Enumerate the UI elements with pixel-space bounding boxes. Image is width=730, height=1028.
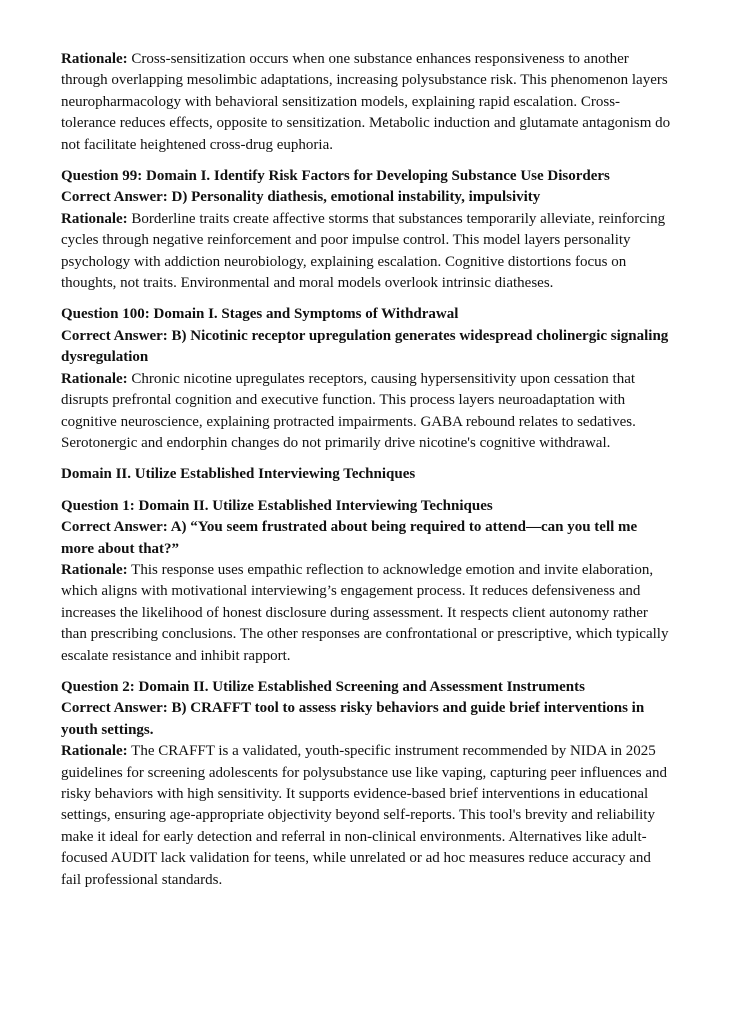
question-block-d2-2 xyxy=(61,677,671,891)
rationale-paragraph xyxy=(61,560,671,667)
question-heading: Question 1: Domain II. Utilize Established Interviewing Techniques xyxy=(61,497,493,514)
rationale-label: Rationale: xyxy=(61,370,128,387)
question-heading: Question 99: Domain I. Identify Risk Factors for Developing Substance Use Disorders xyxy=(61,168,610,185)
question-block-99 xyxy=(61,166,671,294)
question-heading: Question 100: Domain I. Stages and Symptoms of Withdrawal xyxy=(61,306,459,323)
rationale-paragraph xyxy=(61,369,671,455)
rationale-paragraph xyxy=(61,741,671,891)
correct-answer: Correct Answer: D) Personality diathesis, emotional instability, impulsivity xyxy=(61,189,541,206)
correct-answer: Correct Answer: B) Nicotinic receptor upregulation generates widespread cholinergic signaling dysregulation xyxy=(61,327,669,366)
question-block-d2-1 xyxy=(61,496,671,667)
rationale-text: This response uses empathic reflection to acknowledge emotion and invite elaboration, which aligns with motivational interviewing’s engagement process. It reduces defensiveness and increases the likelihood of honest disclosure during assessment. It respects client autonomy rather than prescribing conclusions. The other responses are confrontational or prescriptive, which typically escalate resistance and inhibit rapport. xyxy=(61,561,669,664)
rationale-label: Rationale: xyxy=(61,561,128,578)
rationale-text: Borderline traits create affective storms that substances temporarily alleviate, reinforcing cycles through negative reinforcement and poor impulse control. This model layers personality psychology with addiction neurobiology, explaining escalation. Cognitive distortions focus on thoughts, not traits. Environmental and moral models overlook intrinsic diatheses. xyxy=(61,210,666,292)
rationale-text: Chronic nicotine upregulates receptors, causing hypersensitivity upon cessation that disrupts prefrontal cognition and executive function. This process layers neuroadaptation with cognitive neuroscience, explaining protracted impairments. GABA rebound relates to sedatives. Serotonergic and endorphin changes do not primarily drive nicotine's cognitive withdrawal. xyxy=(61,370,636,451)
correct-answer: Correct Answer: A) “You seem frustrated about being required to attend—can you tell me more about that?” xyxy=(61,519,638,557)
rationale-paragraph xyxy=(61,49,671,156)
rationale-text: The CRAFFT is a validated, youth-specific instrument recommended by NIDA in 2025 guidelines for screening adolescents for polysubstance use like vaping, capturing peer influences and risky behaviors with high sensitivity. It supports evidence-based brief interventions in educational settings, ensuring age-appropriate objectivity beyond self-reports. This tool's brevity and reliability make it ideal for early detection and referral in non-clinical environments. Alternatives like adult-focused AUDIT lack validation for teens, while unrelated or ad hoc measures reduce accuracy and fail professional standards. xyxy=(61,743,668,888)
question-heading: Question 2: Domain II. Utilize Established Screening and Assessment Instruments xyxy=(61,678,585,695)
question-block-100 xyxy=(61,304,671,454)
rationale-block-98 xyxy=(61,49,671,156)
rationale-label: Rationale: xyxy=(61,51,128,67)
rationale-label: Rationale: xyxy=(61,743,128,760)
rationale-paragraph xyxy=(61,209,671,295)
document-page xyxy=(61,49,671,901)
rationale-text: Cross-sensitization occurs when one substance enhances responsiveness to another through overlapping mesolimbic adaptations, increasing polysubstance risk. This phenomenon layers neuropharmacology with behavioral sensitization models, explaining rapid escalation. Cross-tolerance reduces effects, opposite to sensitization. Metabolic induction and glutamate antagonism do not facilitate heightened cross-drug euphoria. xyxy=(61,51,671,153)
rationale-label: Rationale: xyxy=(61,210,128,227)
domain-heading: Domain II. Utilize Established Interviewing Techniques xyxy=(61,466,416,483)
correct-answer: Correct Answer: B) CRAFFT tool to assess risky behaviors and guide brief interventions in youth settings. xyxy=(61,700,645,738)
